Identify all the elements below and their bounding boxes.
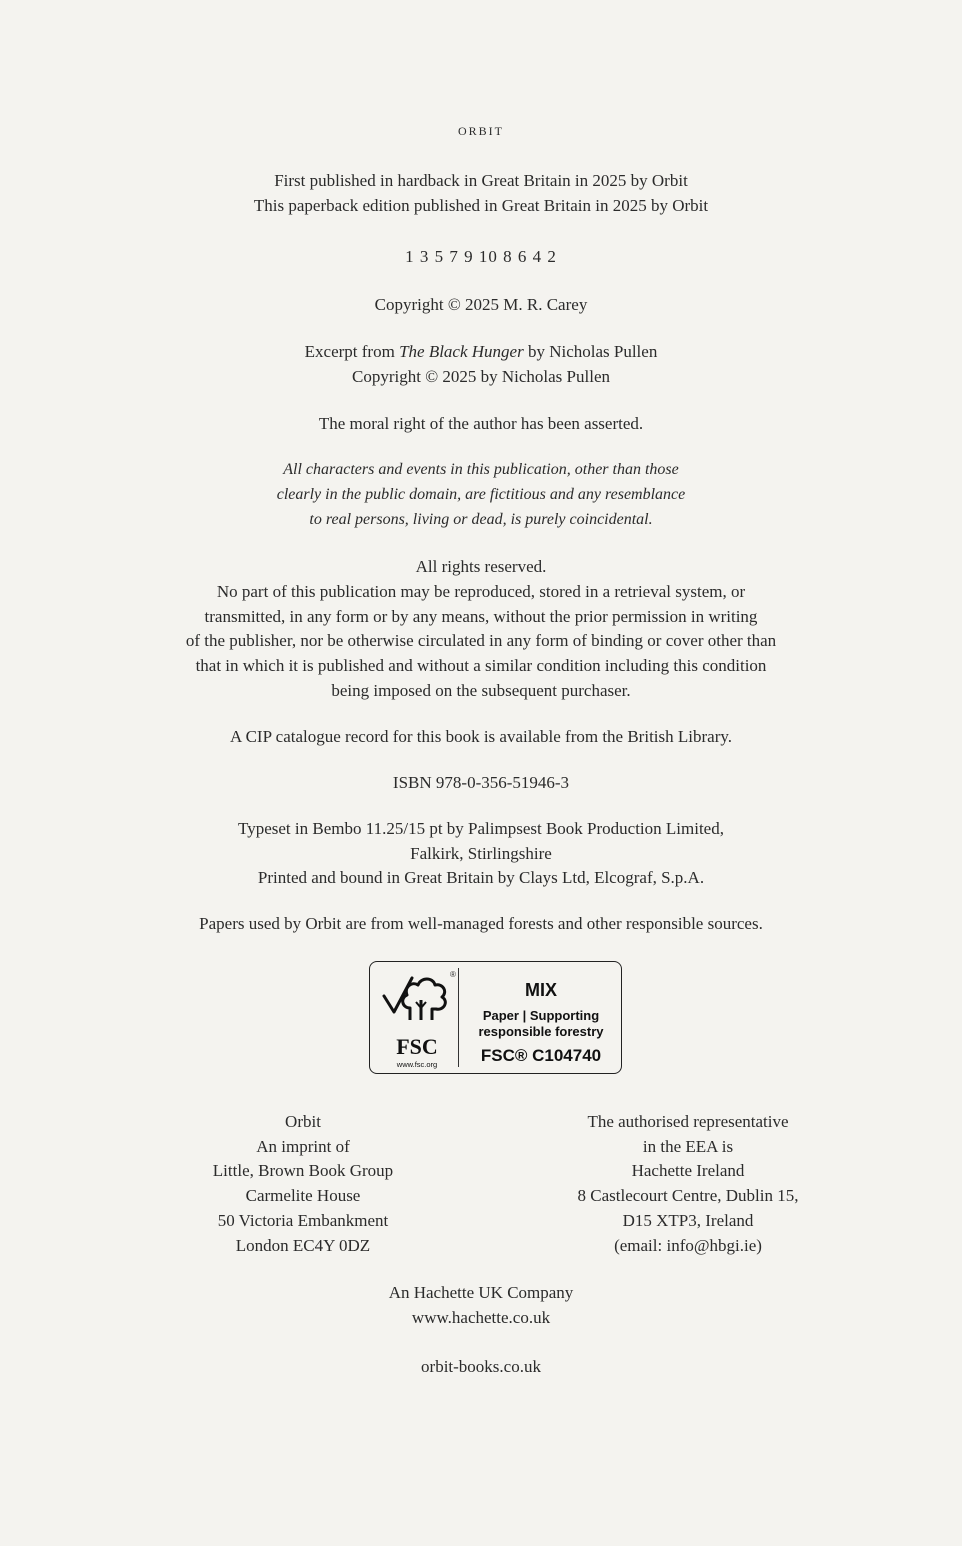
disclaimer-line-3: to real persons, living or dead, is purely coincidental. — [309, 511, 653, 528]
rights-line-3: transmitted, in any form or by any means, without the prior permission in writing — [204, 607, 758, 626]
address-left-line: Carmelite House — [245, 1186, 361, 1206]
excerpt-title: The Black Hunger — [399, 342, 524, 361]
hachette-company: An Hachette UK Company — [388, 1283, 574, 1302]
fsc-mix-label: MIX — [524, 980, 557, 1000]
rights-line-1: All rights reserved. — [415, 557, 547, 576]
paperback-publication: This paperback edition published in Great Britain in 2025 by Orbit — [253, 196, 709, 215]
orbit-website: orbit-books.co.uk — [421, 1357, 541, 1376]
typeset-line-1: Typeset in Bembo 11.25/15 pt by Palimpsest Book Production Limited, — [238, 819, 724, 838]
copyright-author: Copyright © 2025 M. R. Carey — [374, 295, 588, 314]
address-right-line: in the EEA is — [642, 1136, 734, 1156]
moral-right: The moral right of the author has been asserted. — [318, 414, 644, 433]
address-left-line: 50 Victoria Embankment — [217, 1210, 389, 1230]
fsc-description-2: responsible forestry — [478, 1024, 604, 1039]
printing-numbers: 1 3 5 7 9 10 8 6 4 2 — [405, 247, 557, 266]
fsc-registered-mark: ® — [450, 970, 456, 979]
fsc-license-code: FSC® C104740 — [480, 1046, 602, 1065]
eea-representative-address — [528, 1110, 848, 1258]
excerpt-line — [0, 343, 962, 360]
typeset-line-2: Falkirk, Stirlingshire — [410, 844, 552, 863]
rights-line-6: being imposed on the subsequent purchaser. — [331, 681, 631, 700]
printed-bound: Printed and bound in Great Britain by Clays Ltd, Elcograf, S.p.A. — [257, 868, 705, 887]
fsc-logo-word: FSC — [396, 1034, 438, 1059]
excerpt-copyright: Copyright © 2025 by Nicholas Pullen — [352, 367, 610, 386]
address-right-line: Hachette Ireland — [631, 1161, 745, 1181]
fsc-description-1: Paper | Supporting — [482, 1008, 600, 1023]
address-right-line: (email: info@hbgi.ie) — [614, 1235, 762, 1255]
address-right-line: The authorised representative — [587, 1112, 789, 1131]
fsc-logo-url: www.fsc.org — [396, 1060, 438, 1069]
address-right-line: D15 XTP3, Ireland — [622, 1210, 754, 1230]
disclaimer-line-1: All characters and events in this publication, other than those — [283, 461, 679, 478]
cip-record: A CIP catalogue record for this book is available from the British Library. — [230, 727, 732, 746]
address-left-line: Little, Brown Book Group — [212, 1161, 394, 1181]
fsc-divider — [458, 968, 459, 1067]
excerpt-prefix: Excerpt from — [304, 342, 400, 361]
fsc-tree-check-icon — [380, 968, 454, 1034]
address-right-line: 8 Castlecourt Centre, Dublin 15, — [577, 1186, 799, 1206]
address-left-line: London EC4Y 0DZ — [235, 1235, 371, 1255]
fsc-label — [369, 961, 622, 1074]
address-left-line: Orbit — [285, 1112, 321, 1131]
hachette-url: www.hachette.co.uk — [411, 1308, 551, 1327]
excerpt-suffix: by Nicholas Pullen — [523, 342, 658, 361]
rights-line-4: of the publisher, nor be otherwise circulated in any form of binding or cover other than — [185, 631, 777, 650]
papers-statement: Papers used by Orbit are from well-managed forests and other responsible sources. — [199, 914, 763, 933]
hardback-publication: First published in hardback in Great Britain in 2025 by Orbit — [274, 171, 688, 190]
address-left-line: An imprint of — [256, 1136, 350, 1156]
rights-line-5: that in which it is published and without a similar condition including this condition — [195, 656, 767, 675]
publisher-address — [153, 1110, 453, 1258]
fsc-tree-logo — [380, 968, 454, 1068]
rights-line-2: No part of this publication may be reproduced, stored in a retrieval system, or — [216, 582, 746, 601]
imprint-name: ORBIT — [458, 124, 504, 138]
disclaimer-line-2: clearly in the public domain, are fictitious and any resemblance — [276, 486, 686, 503]
isbn: ISBN 978-0-356-51946-3 — [392, 773, 570, 792]
